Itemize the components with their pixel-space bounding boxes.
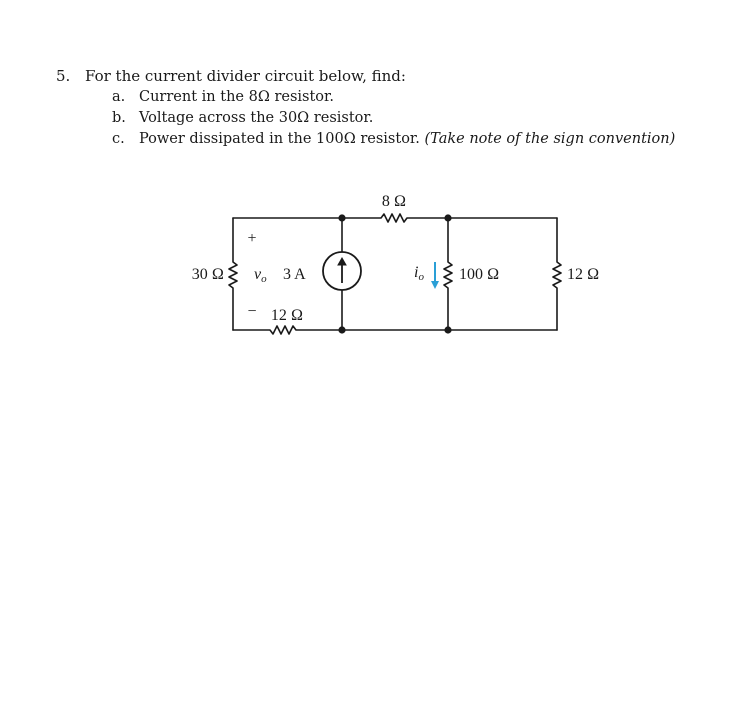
item-label: a. xyxy=(112,89,126,105)
resistor-12-ohm-bottom xyxy=(233,326,342,334)
resistor-12-ohm-right xyxy=(553,218,561,330)
io-arrow-icon xyxy=(431,262,439,289)
label-vo: vo xyxy=(254,266,267,285)
item-note: (Take note of the sign convention) xyxy=(424,131,676,147)
label-plus: + xyxy=(247,230,257,247)
node-bottom-1 xyxy=(338,326,345,333)
label-3a: 3 A xyxy=(283,266,306,283)
item-text: Current in the 8Ω resistor. xyxy=(139,89,334,105)
resistor-100-ohm xyxy=(444,218,452,330)
item-text: Power dissipated in the 100Ω resistor. xyxy=(139,131,420,147)
question-number: 5. xyxy=(56,67,71,85)
label-io: io xyxy=(414,264,424,283)
resistor-8-ohm xyxy=(342,214,448,222)
label-100-ohm: 100 Ω xyxy=(459,266,500,283)
label-30-ohm: 30 Ω xyxy=(191,266,224,283)
node-top-1 xyxy=(338,214,345,221)
wire-left-branch xyxy=(229,218,237,330)
item-text: Voltage across the 30Ω resistor. xyxy=(139,110,374,126)
node-bottom-2 xyxy=(444,326,451,333)
label-12-ohm-right: 12 Ω xyxy=(567,266,600,283)
item-label: b. xyxy=(112,110,126,126)
label-minus: − xyxy=(247,303,257,320)
item-label: c. xyxy=(112,131,125,147)
label-12-ohm-bottom: 12 Ω xyxy=(270,307,304,324)
node-top-2 xyxy=(444,214,451,221)
question-prompt: For the current divider circuit below, find: xyxy=(85,67,406,85)
label-8-ohm: 8 Ω xyxy=(381,193,407,210)
